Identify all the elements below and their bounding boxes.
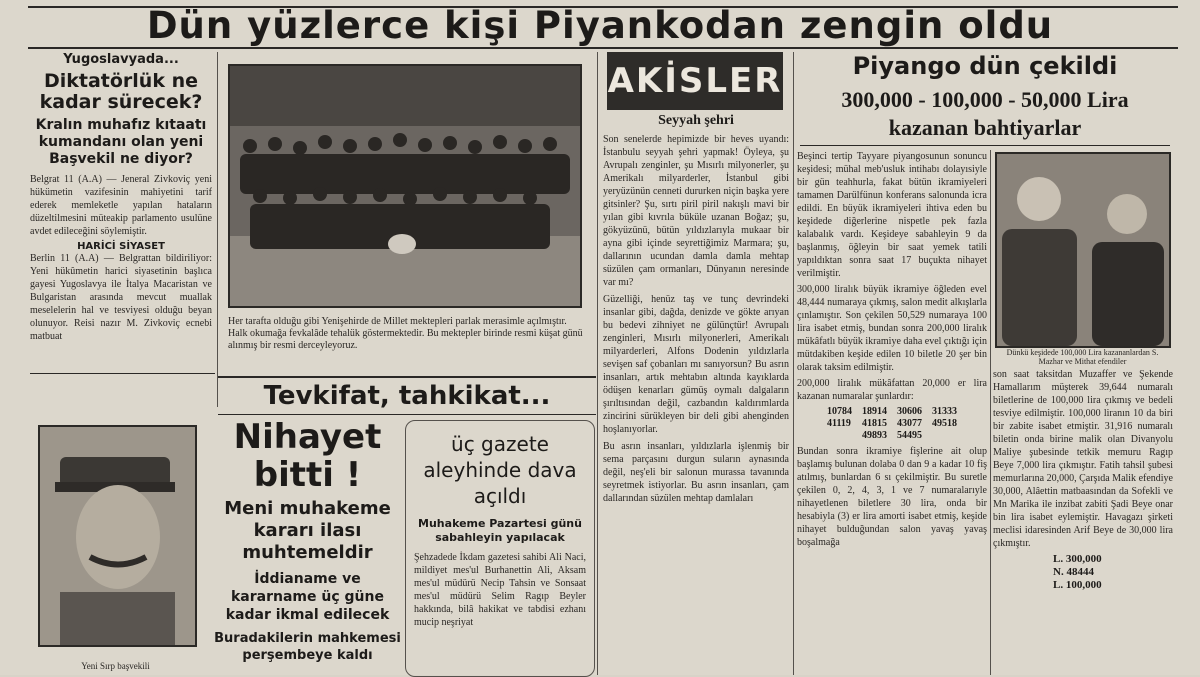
winning-number: 41815: [862, 418, 887, 429]
winning-number: 10784: [827, 406, 852, 417]
winners-caption: Dünkü keşidede 100,000 Lira kazananlardan S. Mazhar ve Mithat efendiler: [1006, 348, 1159, 366]
yugoslavia-article: [30, 52, 212, 407]
winning-number: 49893: [862, 430, 887, 441]
column-rule-4: [990, 150, 991, 675]
article-paragraph: Belgrat 11 (A.A) — Jeneral Zivkoviç yeni hükümetin vazifesinin mahiyetini tarif ederek memleketle yapılan hataların düzeltilmesini müteakip parlamento usulüne avdet edileceğini söylemiştir.: [30, 174, 212, 237]
center-divider: [218, 376, 596, 378]
piyango-amounts: 300,000 - 100,000 - 50,000 Lira: [841, 87, 1129, 112]
winning-number: 18914: [862, 406, 887, 417]
column-rule-1: [217, 52, 218, 407]
winning-number: 49518: [932, 418, 957, 429]
results-list: [993, 553, 1173, 592]
result-line: L. 300,000: [1053, 553, 1102, 565]
winning-number: 54495: [897, 430, 922, 441]
article-title: Seyyah şehri: [658, 113, 734, 128]
nihayet-article: [210, 418, 405, 675]
left-divider: [30, 373, 215, 374]
piyango-subtitle: kazanan bahtiyarlar: [888, 115, 1082, 140]
portrait-photo: [38, 425, 197, 647]
section-heading: HARİCİ SİYASET: [77, 241, 165, 252]
winning-number: 31333: [932, 406, 957, 417]
article-paragraph: Beşinci tertip Tayyare piyangosunun sonuncu keşidesi; mühal meb'usluk intihabı dolayısiyle bir gün teahhurla, fakat bütün ikramiyeleri tamamen Darülfünun konferans salonunda icra edildi. En büyük ikramiyeleri ihtiva eden bu keşidede diğerlerine nispetle pek fazla kalabalık vardı. Keşideye sabahleyin 9 da başlanmış, öğleyin bir saat yemek tatili yapıldıktan sonra saat 17 buçukta nihayet verilmiştir.: [797, 151, 987, 279]
result-line: N. 48444: [1053, 566, 1094, 578]
tevkifat-banner: Tevkifat, tahkikat...: [263, 381, 551, 411]
article-paragraph: Bundan sonra ikramiye fişlerine ait olup başlamış bulunan dolaba 0 dan 9 a kadar 10 fiş atılmış, bunlardan 6 sı çekilmiştir. Bu suretle çekilen 0, 2, 4, 3, 1 ve 7 numaralarıyle nihayetlenen biletlere 30 lira, onda bir hesabiyla (3) er lira amorti isabet etmiş, keşide nihayet bulduğundan salon yavaş yavaş boşalmağa: [797, 446, 987, 548]
winning-number: [932, 430, 957, 442]
tevkifat-rule: [218, 414, 596, 415]
article-subtitle: İddianame ve kararname üç güne kadar ikmal edilecek: [225, 571, 390, 623]
group-photo-image: [230, 66, 580, 306]
big-headline: Nihayet bitti !: [233, 418, 382, 495]
winning-number: [827, 430, 852, 442]
article-title: Diktatörlük ne kadar sürecek?: [39, 70, 203, 113]
article-paragraph: son saat taksitdan Muzaffer ve Şekende Hamallarım müşterek 39,644 numaralı biletlerine de 100,000 lira çıkmış ve bedeli tesviye edilmiştir. 100,000 liranın 10 da biri bir zabite isabet etmiştir. 31,916 numaralı biletin onda birine malik olan Divanyolu Maliye şubesinde tetkik memuru Ragıp Beye 7,000 lira çıkmıştır. Fatih tahsil şubesi memurlarına 20,000, Çarşıda Malik efendiye 30,000, Alâettin matbaasından da Sofekli ve Mn Marika ile inzibat zabiti Şadi Beye onar bin lira isabet eylemiştir. Havagazı şirketi meclisi idaresinden Arif Beye de 30,000 lira çıkmıştır.: [993, 369, 1173, 549]
portrait-caption: Yeni Sırp başvekili: [81, 661, 150, 671]
winners-photo: [995, 152, 1171, 348]
headline-rule: [28, 47, 1178, 49]
article-paragraph: 200,000 liralık mükâfattan 20,000 er lira kazanan numaralar şunlardır:: [797, 378, 987, 402]
column-rule-3: [793, 52, 794, 675]
photo-caption: Her tarafta olduğu gibi Yenişehirde de Millet mektepleri parlak merasimle açılmıştır. Halk okumağa fevkalâde tehalük göstermektedir. Bu mektepler birinde resmi küşat günü alınmış bir resmi derceyleyoruz.: [228, 316, 583, 351]
winning-number: 43077: [897, 418, 922, 429]
piyango-article-left: [797, 150, 987, 675]
dava-article-box: [405, 420, 595, 677]
article-title: üç gazete aleyhinde dava açıldı: [423, 432, 577, 508]
akisler-article: [603, 112, 789, 675]
article-paragraph: Bu asrın insanları, yıldızlarla işlenmiş bir sema parçasını durgun suların aynasında değil, neş'eli bir salonun murassa tavanında seyretmek istiyorlar. Bu asrın insanları, çam dallarından süzülen mehtap damlaları: [603, 441, 789, 504]
article-subtitle: Kralın muhafız kıtaatı kumandanı olan yeni Başvekil ne diyor?: [35, 117, 207, 167]
kicker: Yugoslavyada...: [63, 52, 179, 67]
school-group-photo: [228, 64, 582, 308]
piyango-article-right: [993, 368, 1173, 675]
result-line: L. 100,000: [1053, 579, 1102, 591]
piyango-title: Piyango dün çekildi: [852, 52, 1118, 80]
portrait-image: [40, 427, 195, 645]
article-paragraph: Son senelerde hepimizde bir heves uyandı: İstanbulu seyyah şehri yapmak! Öyleya, şu Avrupalı zenginler, şu Mısırlı milyonerler, şu Amerikalı milyarderler, İstanbul gibi yeryüzünün cenneti dururken niçin başka yere gitsinler? Şu, sırtı piril piril nakışlı mavi bir yılan gibi kıvrıla büküle uzanan Boğaz; şu, gökyüzünü, bütün yıldızlarıyla mukaar bir ayna gibi içinde seyrettiğimiz Marmara; şu, dallarının ucundan damla damla mehtap süzülen çam ormanları, Dünyanın neresinde var mı?: [603, 134, 789, 288]
article-subtitle: Buradakilerin mahkemesi perşembeye kaldı: [214, 631, 401, 663]
main-headline: Dün yüzlerce kişi Piyankodan zengin oldu: [146, 4, 1054, 47]
winning-number: 41119: [827, 418, 851, 429]
article-paragraph: Güzelliği, henüz taş ve tunç devrindeki insanlar gibi, dağda, denizde ve gökte arıyan bu bedevi zihniyet ne gülünçtür! Avrupalı zenginleri, Mısırlı milyonerleri, Amerikalı milyarderleri, Alfons Dodenin yıldızlarla sevişen saf çobanları mı sanıyorsun? Bu asrın insanları, artık mehtabın altında kayıklarda ödüşen kenarları gümüş oymalı dalgaların şırıltısından değil, cazbandın kaldırımlarda zincirini sürükleyen bir deli gibi ahenginden hoşlanıyorlar.: [603, 294, 789, 435]
article-paragraph: 300,000 liralık büyük ikramiye öğleden evel 48,444 numaraya çıkmış, salon medit alkışlarla çınlamıştır. Son çekilen 50,529 numaraya 100 lira isabet etmiş, bundan sonra 200,000 liralık mükâfatlı büyük ikramiye daha evel çıktığı için mütdakiben keşide edilen 10 biletle 20 şer bin olarak taksim edilmiştir.: [797, 284, 987, 373]
winning-numbers-grid: [797, 406, 987, 442]
article-paragraph: Şehzadede İkdam gazetesi sahibi Ali Naci, mildiyet mes'ul Burhanettin Ali, Aksam mes'ul müdürü Necip Tahsin ve Sonsaat mes'ul müdürü Selim Ragıp Beyler hakkında, bilâ hakikat ve tabdisi ezhanı mucip neşriyat: [414, 552, 586, 628]
article-paragraph: Berlin 11 (A.A) — Belgrattan bildiriliyor: Yeni hükûmetin harici siyasetinin başlıca gayesi Yugoslavya ile İtalya Macaristan ve Bulgaristan arasında mevcut muallak meselelerin hal ve tesviyesi olduğu beyan olunuyor. Reisi nazır M. Zivkoviç ecnebi matbuat: [30, 253, 212, 342]
article-subtitle: Muhakeme Pazartesi günü sabahleyin yapılacak: [418, 517, 582, 544]
piyango-rule: [800, 145, 1170, 146]
article-subtitle: Meni muhakeme kararı ilası muhtemeldir: [224, 498, 391, 563]
winning-number: 30606: [897, 406, 922, 417]
winners-image: [997, 154, 1169, 346]
column-rule-2: [597, 52, 598, 675]
akisler-logo: AKİSLER: [607, 52, 783, 110]
